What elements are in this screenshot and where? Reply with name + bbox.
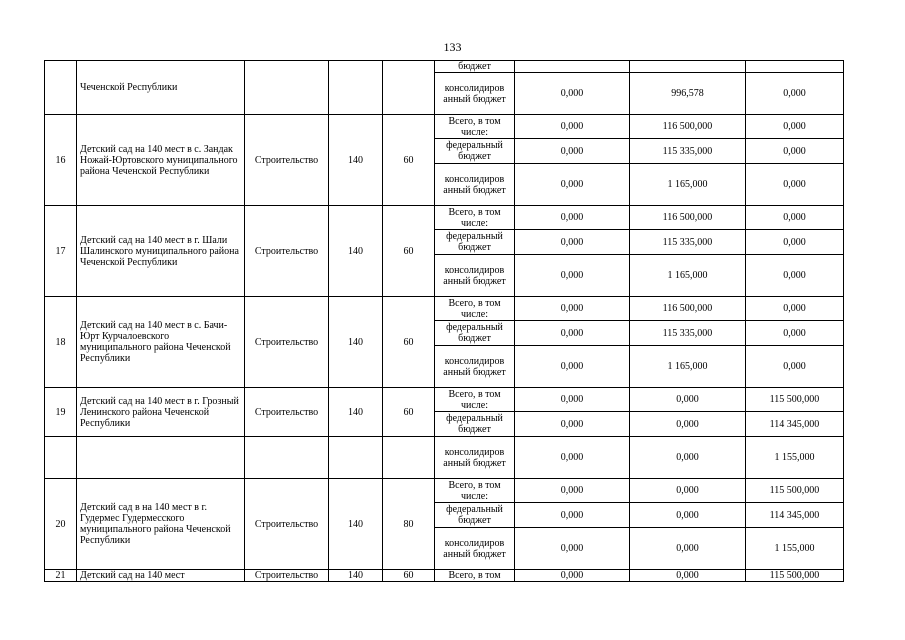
table-row <box>45 115 844 139</box>
table-row <box>45 388 844 412</box>
value-cell: 0,000 <box>746 346 844 388</box>
value-cell: 114 345,000 <box>746 503 844 528</box>
funding-source-cell: Всего, в том числе: <box>435 479 515 503</box>
value-cell: 0,000 <box>515 139 630 164</box>
table-row <box>45 61 844 73</box>
funding-source-cell: консолидиров анный бюджет <box>435 73 515 115</box>
value-cell: 115 500,000 <box>746 570 844 582</box>
funding-source-cell: федеральный бюджет <box>435 230 515 255</box>
readiness-cell: 60 <box>383 297 435 388</box>
funding-table <box>44 60 844 582</box>
table-row <box>45 570 844 582</box>
value-cell: 0,000 <box>515 412 630 437</box>
value-cell: 116 500,000 <box>630 115 746 139</box>
value-cell: 0,000 <box>630 437 746 479</box>
value-cell: 0,000 <box>746 115 844 139</box>
row-number-cell: 16 <box>45 115 77 206</box>
funding-source-cell: федеральный бюджет <box>435 139 515 164</box>
value-cell: 996,578 <box>630 73 746 115</box>
work-type-cell: Строительство <box>245 388 329 437</box>
funding-source-cell: Всего, в том числе: <box>435 297 515 321</box>
capacity-cell: 140 <box>329 388 383 437</box>
readiness-cell: 60 <box>383 115 435 206</box>
work-type-cell: Строительство <box>245 297 329 388</box>
value-cell: 0,000 <box>515 503 630 528</box>
value-cell <box>746 61 844 73</box>
value-cell: 0,000 <box>630 503 746 528</box>
table-row <box>45 479 844 503</box>
capacity-cell: 140 <box>329 206 383 297</box>
object-name-cell: Детский сад на 140 мест в с. Бачи-Юрт Курчалоевского муниципального района Чеченской Республики <box>77 297 245 388</box>
value-cell: 0,000 <box>515 206 630 230</box>
object-name-cell: Детский сад на 140 мест в с. Зандак Ножай-Юртовского муниципального района Чеченской Республики <box>77 115 245 206</box>
value-cell <box>515 61 630 73</box>
value-cell: 0,000 <box>746 255 844 297</box>
funding-source-cell: бюджет <box>435 61 515 73</box>
capacity-cell: 140 <box>329 479 383 570</box>
capacity-cell: 140 <box>329 570 383 582</box>
value-cell: 0,000 <box>515 437 630 479</box>
funding-source-cell: федеральный бюджет <box>435 321 515 346</box>
value-cell: 0,000 <box>630 479 746 503</box>
funding-source-cell: консолидиров анный бюджет <box>435 437 515 479</box>
work-type-cell: Строительство <box>245 115 329 206</box>
value-cell: 114 345,000 <box>746 412 844 437</box>
value-cell: 0,000 <box>746 206 844 230</box>
table-row <box>45 206 844 230</box>
row-number-cell: 21 <box>45 570 77 582</box>
value-cell: 0,000 <box>746 139 844 164</box>
value-cell: 115 335,000 <box>630 230 746 255</box>
readiness-cell: 80 <box>383 479 435 570</box>
funding-source-cell: консолидиров анный бюджет <box>435 255 515 297</box>
value-cell: 0,000 <box>630 388 746 412</box>
work-type-cell <box>245 61 329 115</box>
value-cell: 0,000 <box>746 164 844 206</box>
value-cell: 1 155,000 <box>746 528 844 570</box>
funding-source-cell: Всего, в том числе: <box>435 206 515 230</box>
value-cell: 115 335,000 <box>630 321 746 346</box>
value-cell: 0,000 <box>515 164 630 206</box>
value-cell: 0,000 <box>515 528 630 570</box>
value-cell: 0,000 <box>515 346 630 388</box>
value-cell: 0,000 <box>746 297 844 321</box>
value-cell: 0,000 <box>746 321 844 346</box>
value-cell: 0,000 <box>515 297 630 321</box>
funding-source-cell: консолидиров анный бюджет <box>435 346 515 388</box>
work-type-cell: Строительство <box>245 479 329 570</box>
row-number-cell <box>45 61 77 115</box>
empty-cell <box>383 437 435 479</box>
funding-source-cell: Всего, в том числе: <box>435 388 515 412</box>
table-row <box>45 297 844 321</box>
work-type-cell: Строительство <box>245 206 329 297</box>
object-name-cell: Детский сад на 140 мест в г. Шали Шалинского муниципального района Чеченской Республики <box>77 206 245 297</box>
funding-source-cell: федеральный бюджет <box>435 503 515 528</box>
row-number-cell: 19 <box>45 388 77 437</box>
value-cell: 1 165,000 <box>630 346 746 388</box>
funding-source-cell: консолидиров анный бюджет <box>435 164 515 206</box>
value-cell: 116 500,000 <box>630 297 746 321</box>
value-cell: 0,000 <box>630 528 746 570</box>
row-number-cell: 20 <box>45 479 77 570</box>
value-cell: 0,000 <box>630 570 746 582</box>
readiness-cell: 60 <box>383 570 435 582</box>
readiness-cell: 60 <box>383 388 435 437</box>
capacity-cell: 140 <box>329 297 383 388</box>
row-number-cell: 17 <box>45 206 77 297</box>
object-name-cell: Детский сад на 140 мест в г. Грозный Ленинского района Чеченской Республики <box>77 388 245 437</box>
value-cell: 0,000 <box>515 479 630 503</box>
object-name-cell: Чеченской Республики <box>77 61 245 115</box>
page-number: 133 <box>443 40 462 54</box>
value-cell: 0,000 <box>630 412 746 437</box>
readiness-cell <box>383 61 435 115</box>
object-name-cell: Детский сад в на 140 мест в г. Гудермес Гудермесского муниципального района Чеченской Республики <box>77 479 245 570</box>
capacity-cell: 140 <box>329 115 383 206</box>
value-cell: 0,000 <box>746 230 844 255</box>
readiness-cell: 60 <box>383 206 435 297</box>
capacity-cell <box>329 61 383 115</box>
row-number-cell: 18 <box>45 297 77 388</box>
value-cell: 1 155,000 <box>746 437 844 479</box>
value-cell: 1 165,000 <box>630 164 746 206</box>
value-cell: 1 165,000 <box>630 255 746 297</box>
empty-cell <box>329 437 383 479</box>
value-cell: 0,000 <box>515 570 630 582</box>
funding-source-cell: федеральный бюджет <box>435 412 515 437</box>
table-row <box>45 437 844 479</box>
empty-cell <box>245 437 329 479</box>
funding-source-cell: консолидиров анный бюджет <box>435 528 515 570</box>
value-cell <box>630 61 746 73</box>
value-cell: 0,000 <box>515 388 630 412</box>
work-type-cell: Строительство <box>245 570 329 582</box>
value-cell: 0,000 <box>746 73 844 115</box>
funding-source-cell: Всего, в том числе: <box>435 115 515 139</box>
value-cell: 115 335,000 <box>630 139 746 164</box>
funding-source-cell: Всего, в том <box>435 570 515 582</box>
value-cell: 0,000 <box>515 321 630 346</box>
value-cell: 0,000 <box>515 73 630 115</box>
value-cell: 0,000 <box>515 255 630 297</box>
object-name-cell: Детский сад на 140 мест <box>77 570 245 582</box>
value-cell: 115 500,000 <box>746 388 844 412</box>
value-cell: 0,000 <box>515 115 630 139</box>
empty-cell <box>77 437 245 479</box>
empty-cell <box>45 437 77 479</box>
value-cell: 115 500,000 <box>746 479 844 503</box>
value-cell: 0,000 <box>515 230 630 255</box>
value-cell: 116 500,000 <box>630 206 746 230</box>
